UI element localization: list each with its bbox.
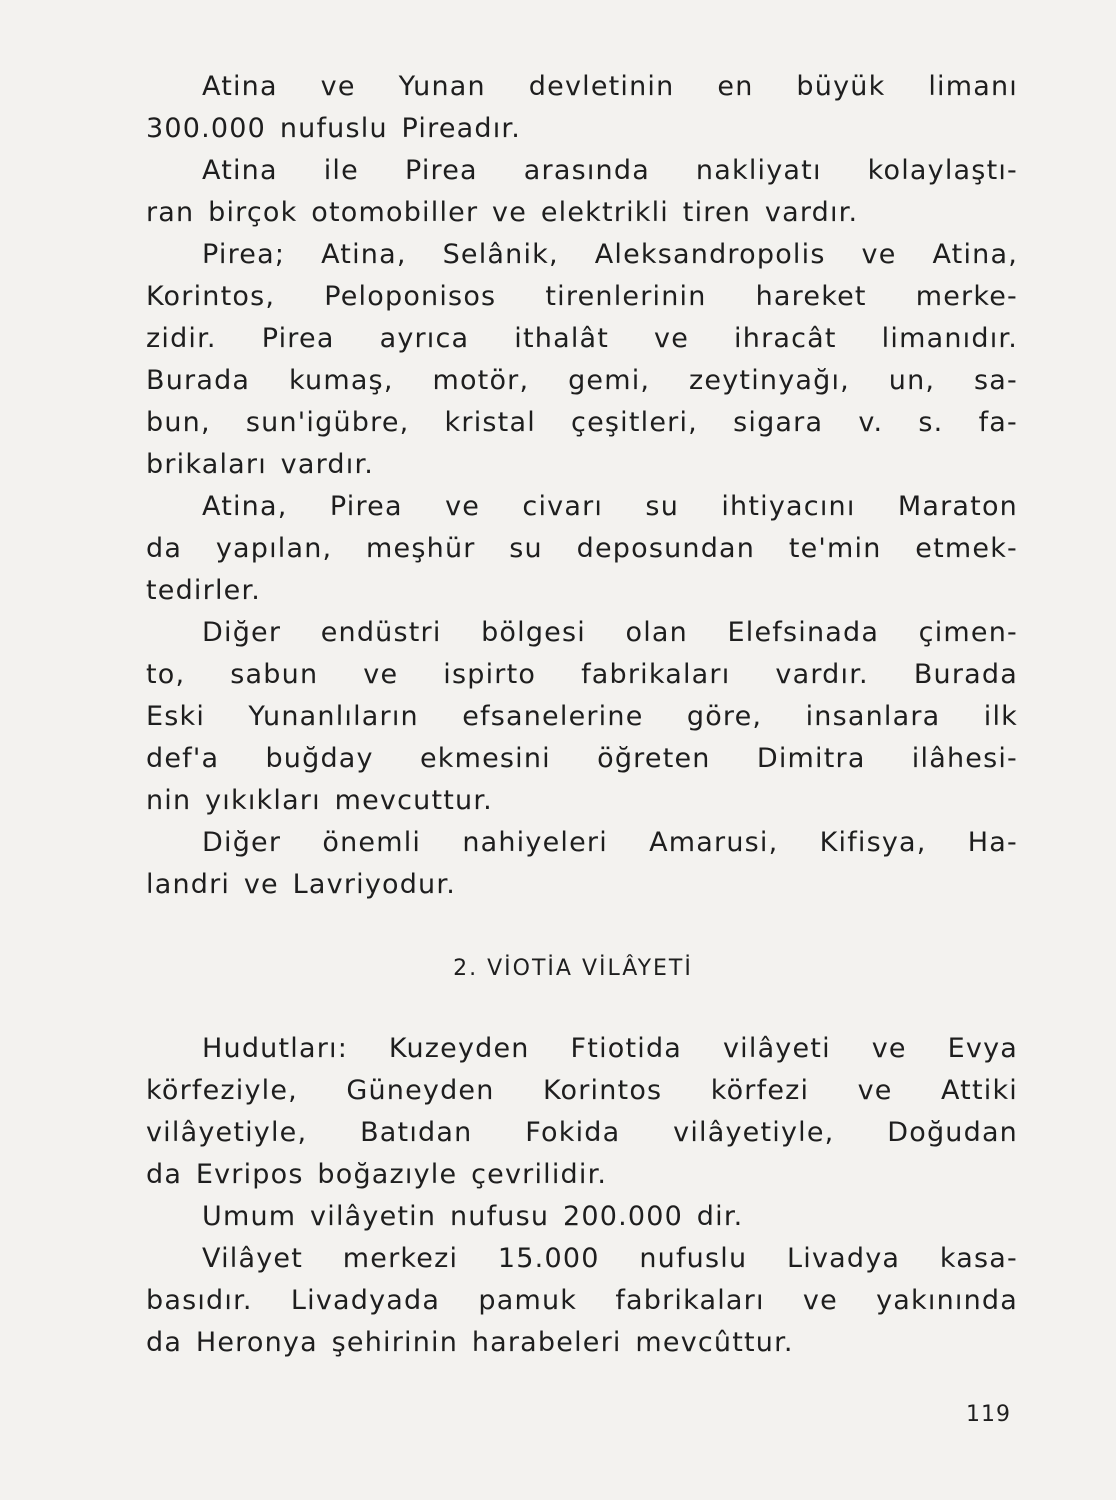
text-line: Atina ve Yunan devletinin en büyük limanı bbox=[202, 71, 1018, 102]
text-line: körfeziyle, Güneyden Korintos körfezi ve Attiki bbox=[146, 1075, 1018, 1106]
text-line: zidir. Pirea ayrıca ithalât ve ihracât limanıdır. bbox=[146, 323, 1018, 354]
text-line: Burada kumaş, motör, gemi, zeytinyağı, un, sa- bbox=[146, 365, 1018, 396]
text-line: Eski Yunanlıların efsanelerine göre, insanlara ilk bbox=[146, 701, 1018, 732]
page-number: 119 bbox=[966, 1402, 1011, 1427]
text-line: to, sabun ve ispirto fabrikaları vardır. Burada bbox=[146, 659, 1018, 690]
section-text-block bbox=[146, 1028, 1018, 1364]
text-line: landri ve Lavriyodur. bbox=[146, 869, 456, 900]
text-line: Pirea; Atina, Selânik, Aleksandropolis ve Atina, bbox=[202, 239, 1018, 270]
text-line: da yapılan, meşhür su deposundan te'min etmek- bbox=[146, 533, 1018, 564]
text-line: da Evripos boğazıyle çevrilidir. bbox=[146, 1159, 608, 1190]
text-line: def'a buğday ekmesini öğreten Dimitra ilâhesi- bbox=[146, 743, 1018, 774]
text-line: basıdır. Livadyada pamuk fabrikaları ve yakınında bbox=[146, 1285, 1018, 1316]
text-line: da Heronya şehirinin harabeleri mevcûttur. bbox=[146, 1327, 794, 1358]
text-line: brikaları vardır. bbox=[146, 449, 375, 480]
text-line: Umum vilâyetin nufusu 200.000 dir. bbox=[202, 1201, 744, 1232]
body-text-block bbox=[146, 66, 1018, 906]
text-line: Diğer endüstri bölgesi olan Elefsinada çimen- bbox=[202, 617, 1018, 648]
text-line: Atina, Pirea ve civarı su ihtiyacını Maraton bbox=[202, 491, 1018, 522]
text-line: bun, sun'igübre, kristal çeşitleri, sigara v. s. fa- bbox=[146, 407, 1018, 438]
text-line: Vilâyet merkezi 15.000 nufuslu Livadya kasa- bbox=[202, 1243, 1018, 1274]
text-line: vilâyetiyle, Batıdan Fokida vilâyetiyle, Doğudan bbox=[146, 1117, 1018, 1148]
text-line: Diğer önemli nahiyeleri Amarusi, Kifisya, Ha- bbox=[202, 827, 1018, 858]
section-heading: 2. VİOTİA VİLÂYETİ bbox=[453, 956, 693, 981]
text-line: nin yıkıkları mevcuttur. bbox=[146, 785, 493, 816]
text-line: Korintos, Peloponisos tirenlerinin hareket merke- bbox=[146, 281, 1018, 312]
text-line: 300.000 nufuslu Pireadır. bbox=[146, 113, 522, 144]
text-line: Hudutları: Kuzeyden Ftiotida vilâyeti ve Evya bbox=[202, 1033, 1018, 1064]
text-line: Atina ile Pirea arasında nakliyatı kolaylaştı- bbox=[202, 155, 1018, 186]
text-line: ran birçok otomobiller ve elektrikli tiren vardır. bbox=[146, 197, 859, 228]
text-line: tedirler. bbox=[146, 575, 262, 606]
